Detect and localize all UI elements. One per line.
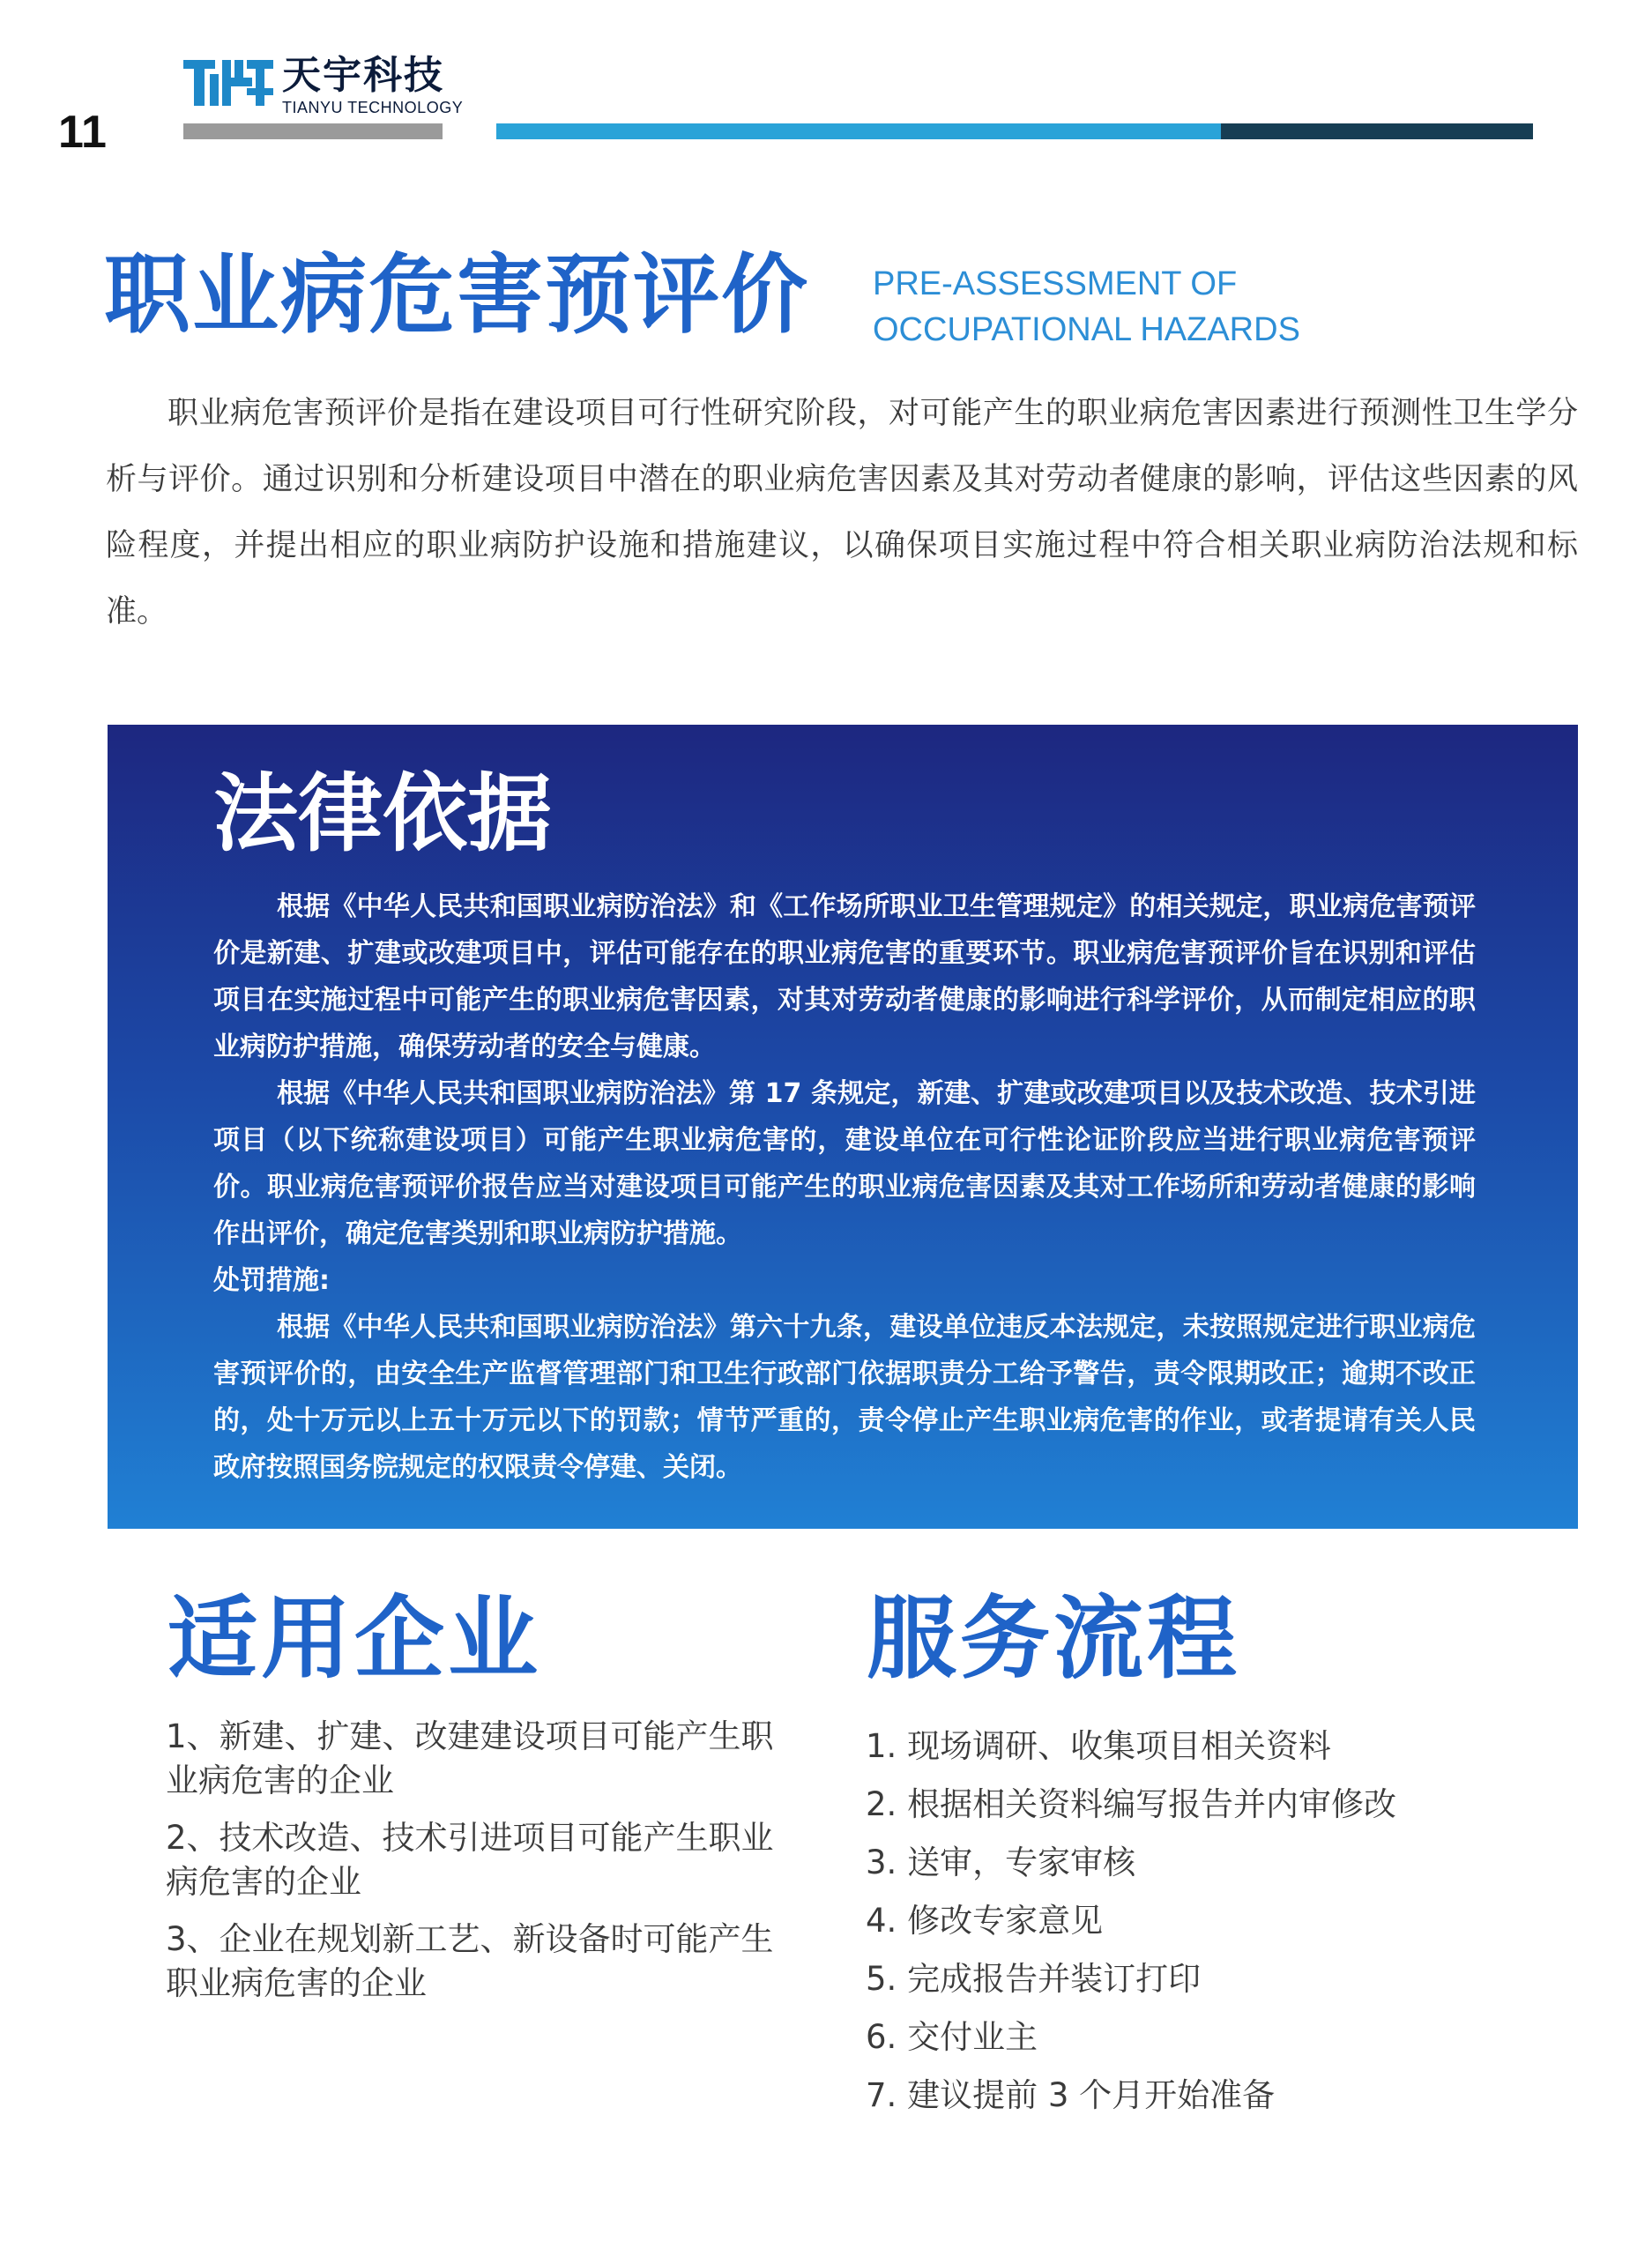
header-bar-dark (1221, 123, 1533, 139)
header-bar-gray (183, 123, 443, 139)
applicable-list (166, 1715, 800, 2019)
list-item: 6. 交付业主 (866, 2018, 1038, 2056)
list-item: 2. 根据相关资料编写报告并内审修改 (866, 1785, 1397, 1823)
process-title: 服务流程 (867, 1587, 1240, 1692)
page-number: 11 (58, 107, 107, 158)
applicable-title: 适用企业 (167, 1587, 541, 1692)
list-item: 3. 送审，专家审核 (866, 1844, 1136, 1881)
legal-basis-body (213, 883, 1476, 1491)
header-bar-blue (496, 123, 1221, 139)
intro-paragraph: 职业病危害预评价是指在建设项目可行性研究阶段，对可能产生的职业病危害因素进行预测性卫生学分析与评价。通过识别和分析建设项目中潜在的职业病危害因素及其对劳动者健康的影响，评估这些因素的风险程度，并提出相应的职业病防护设施和措施建议，以确保项目实施过程中符合相关职业病防治法规和标准。 (106, 396, 1578, 629)
logo-name-en: TIANYU TECHNOLOGY (282, 99, 464, 116)
legal-basis-panel (108, 725, 1578, 1529)
list-item: 1、新建、扩建、改建建设项目可能产生职业病危害的企业 (166, 1717, 774, 1799)
tianyu-logo-mark-icon (183, 56, 275, 108)
page-title: 职业病危害预评价 (104, 245, 810, 346)
penalty-label: 处罚措施: (213, 1265, 330, 1296)
page-title-en (873, 261, 1300, 353)
list-item: 1. 现场调研、收集项目相关资料 (866, 1727, 1332, 1765)
list-item: 2、技术改造、技术引进项目可能产生职业病危害的企业 (166, 1819, 774, 1901)
list-item: 3、企业在规划新工艺、新设备时可能产生职业病危害的企业 (166, 1920, 774, 2002)
list-item: 5. 完成报告并装订打印 (866, 1960, 1202, 1998)
logo-name-cn: 天宇科技 (282, 53, 444, 98)
page-title-en-line2: OCCUPATIONAL HAZARDS (873, 311, 1300, 348)
legal-paragraph-3: 根据《中华人民共和国职业病防治法》第六十九条，建设单位违反本法规定，未按照规定进行职业病危害预评价的，由安全生产监督管理部门和卫生行政部门依据职责分工给予警告，责令限期改正；逾期不改正的，处十万元以上五十万元以下的罚款；情节严重的，责令停止产生职业病危害的作业，或者提请有关人民政府按照国务院规定的权限责令停建、关闭。 (213, 1312, 1476, 1483)
legal-paragraph-2: 根据《中华人民共和国职业病防治法》第 17 条规定，新建、扩建或改建项目以及技术改造、技术引进项目（以下统称建设项目）可能产生职业病危害的，建设单位在可行性论证阶段应当进行职业病危害预评价。职业病危害预评价报告应当对建设项目可能产生的职业病危害因素及其对工作场所和劳动者健康的影响作出评价，确定危害类别和职业病防护措施。 (213, 1078, 1476, 1249)
legal-basis-title: 法律依据 (213, 764, 552, 863)
company-logo (183, 55, 474, 116)
process-list (866, 1717, 1536, 2125)
page-title-en-line1: PRE-ASSESSMENT OF (873, 265, 1238, 302)
legal-paragraph-1: 根据《中华人民共和国职业病防治法》和《工作场所职业卫生管理规定》的相关规定，职业病危害预评价是新建、扩建或改建项目中，评估可能存在的职业病危害的重要环节。职业病危害预评价旨在识别和评估项目在实施过程中可能产生的职业病危害因素，对其对劳动者健康的影响进行科学评价，从而制定相应的职业病防护措施，确保劳动者的安全与健康。 (213, 891, 1476, 1062)
list-item: 4. 修改专家意见 (866, 1902, 1104, 1940)
list-item: 7. 建议提前 3 个月开始准备 (866, 2076, 1276, 2114)
